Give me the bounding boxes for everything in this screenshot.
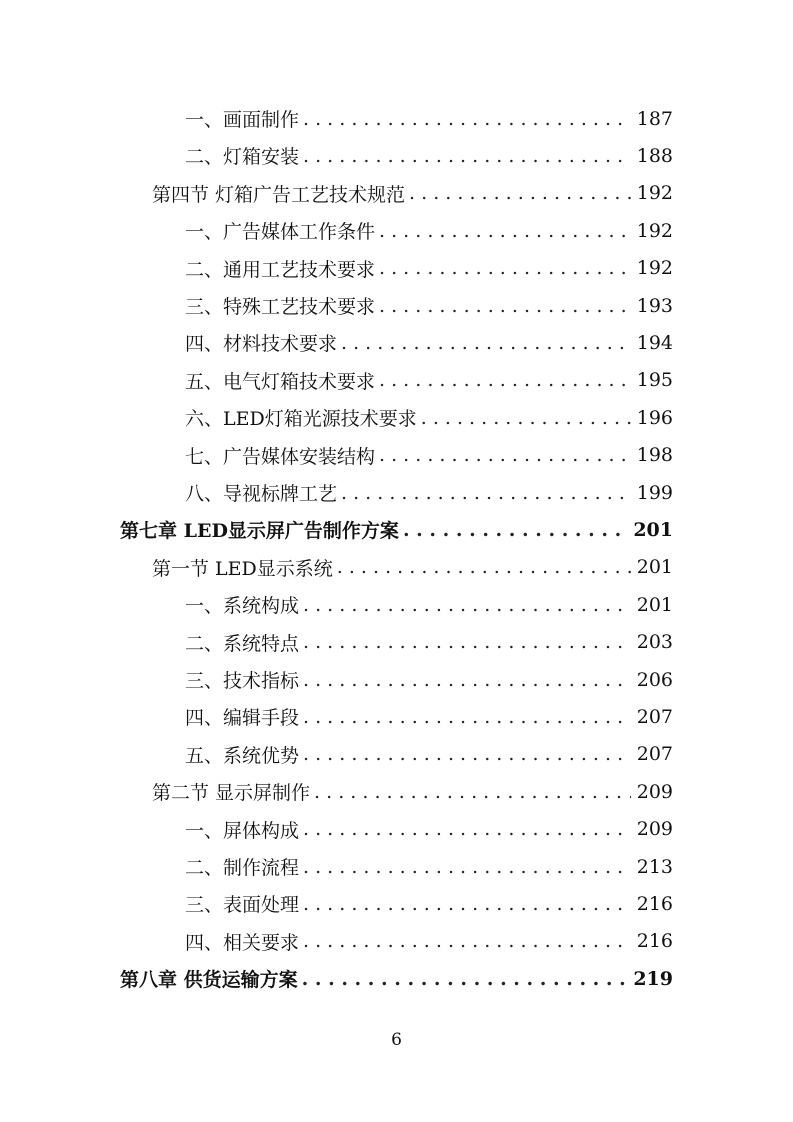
toc-entry-page: 192 bbox=[636, 182, 673, 205]
toc-entry-label: 一、系统构成 bbox=[185, 595, 300, 618]
toc-entry-page: 187 bbox=[636, 107, 673, 130]
toc-entry[interactable] bbox=[185, 100, 673, 137]
toc-entry-label: 二、通用工艺技术要求 bbox=[185, 258, 376, 281]
toc-entry[interactable] bbox=[185, 698, 673, 735]
toc-entry-label: 第七章 LED显示屏广告制作方案 bbox=[120, 520, 399, 543]
toc-entry-page: 192 bbox=[636, 257, 673, 280]
toc-leader-dots bbox=[303, 594, 631, 616]
toc-leader-dots bbox=[403, 519, 627, 541]
toc-entry-page: 188 bbox=[636, 144, 673, 167]
toc-leader-dots bbox=[303, 706, 631, 728]
toc-entry[interactable] bbox=[152, 549, 673, 586]
toc-entry[interactable] bbox=[185, 848, 673, 885]
toc-entry-page: 195 bbox=[636, 369, 673, 392]
toc-entry-label: 一、屏体构成 bbox=[185, 819, 300, 842]
toc-entry-page: 216 bbox=[636, 892, 673, 915]
toc-leader-dots bbox=[379, 295, 631, 317]
toc-entry[interactable] bbox=[185, 250, 673, 287]
toc-entry[interactable] bbox=[185, 324, 673, 361]
toc-entry-page: 198 bbox=[636, 444, 673, 467]
toc-entry-page: 216 bbox=[636, 930, 673, 953]
toc-entry-label: 二、灯箱安装 bbox=[185, 146, 300, 169]
toc-entry-page: 196 bbox=[636, 406, 673, 429]
toc-entry-page: 201 bbox=[636, 593, 673, 616]
toc-entry[interactable] bbox=[185, 624, 673, 661]
toc-entry-label: 三、表面处理 bbox=[185, 894, 300, 917]
toc-entry-label: 四、编辑手段 bbox=[185, 707, 300, 730]
toc-entry[interactable] bbox=[185, 661, 673, 698]
toc-entry[interactable] bbox=[152, 773, 673, 810]
toc-entry-page: 213 bbox=[636, 855, 673, 878]
toc-entry[interactable] bbox=[185, 287, 673, 324]
toc-entry-label: 八、导视标牌工艺 bbox=[185, 483, 338, 505]
toc-entry-page: 201 bbox=[633, 518, 673, 541]
toc-leader-dots bbox=[303, 145, 631, 167]
toc-entry[interactable] bbox=[185, 811, 673, 848]
toc-entry-page: 201 bbox=[636, 556, 673, 579]
toc-entry-label: 七、广告媒体安装结构 bbox=[185, 445, 376, 468]
toc-leader-dots bbox=[303, 856, 631, 878]
toc-entry-label: 一、画面制作 bbox=[185, 109, 300, 131]
toc-entry-page: 199 bbox=[636, 481, 673, 504]
toc-entry[interactable] bbox=[185, 362, 673, 399]
toc-entry-label: 二、系统特点 bbox=[185, 632, 300, 655]
toc-leader-dots bbox=[341, 332, 631, 354]
toc-leader-dots bbox=[379, 257, 631, 279]
toc-entry-page: 207 bbox=[636, 705, 673, 728]
toc-leader-dots bbox=[303, 631, 631, 653]
toc-leader-dots bbox=[379, 220, 631, 242]
toc-entry[interactable] bbox=[185, 137, 673, 174]
toc-leader-dots bbox=[303, 669, 631, 691]
toc-entry-label: 第八章 供货运输方案 bbox=[120, 969, 298, 992]
toc-entry[interactable] bbox=[185, 399, 673, 436]
toc-entry-label: 第二节 显示屏制作 bbox=[152, 782, 311, 805]
toc-leader-dots bbox=[379, 444, 631, 466]
toc-entry[interactable] bbox=[120, 960, 673, 997]
toc-entry-page: 209 bbox=[636, 818, 673, 841]
toc-leader-dots bbox=[341, 482, 631, 504]
toc-entry-page: 207 bbox=[636, 743, 673, 766]
toc-entry-page: 219 bbox=[633, 967, 673, 990]
toc-leader-dots bbox=[302, 968, 628, 990]
toc-entry-label: 四、相关要求 bbox=[185, 931, 300, 954]
toc-entry[interactable] bbox=[185, 212, 673, 249]
toc-entry-label: 三、技术指标 bbox=[185, 670, 300, 692]
toc-leader-dots bbox=[409, 182, 631, 204]
toc-entry-label: 一、广告媒体工作条件 bbox=[185, 221, 376, 244]
toc-entry-label: 六、LED灯箱光源技术要求 bbox=[185, 408, 417, 431]
toc-leader-dots bbox=[303, 743, 631, 765]
toc-leader-dots bbox=[379, 369, 631, 391]
toc-entry[interactable] bbox=[185, 736, 673, 773]
toc-entry-label: 五、系统优势 bbox=[185, 744, 300, 767]
toc-leader-dots bbox=[314, 781, 631, 803]
toc-entry[interactable] bbox=[120, 511, 673, 548]
toc-entry[interactable] bbox=[152, 175, 673, 212]
toc-entry-page: 194 bbox=[636, 331, 673, 354]
toc-entry[interactable] bbox=[185, 885, 673, 922]
toc-entry-label: 三、特殊工艺技术要求 bbox=[185, 296, 376, 318]
toc-leader-dots bbox=[337, 556, 631, 578]
toc-entry[interactable] bbox=[185, 437, 673, 474]
toc-entry-page: 206 bbox=[636, 668, 673, 691]
toc-entry-page: 193 bbox=[636, 294, 673, 317]
toc-entry[interactable] bbox=[185, 923, 673, 960]
toc-entry[interactable] bbox=[185, 474, 673, 511]
toc-entry-label: 四、材料技术要求 bbox=[185, 333, 338, 356]
toc-entry[interactable] bbox=[185, 586, 673, 623]
toc-leader-dots bbox=[421, 407, 631, 429]
toc-leader-dots bbox=[303, 108, 631, 130]
page-number: 6 bbox=[391, 1030, 402, 1050]
toc-entry-page: 203 bbox=[636, 631, 673, 654]
toc-entry-label: 五、电气灯箱技术要求 bbox=[185, 370, 376, 393]
toc-leader-dots bbox=[303, 818, 631, 840]
toc-leader-dots bbox=[303, 930, 631, 952]
toc-entry-label: 第一节 LED显示系统 bbox=[152, 557, 333, 580]
toc-entry-page: 192 bbox=[636, 219, 673, 242]
toc-leader-dots bbox=[303, 893, 631, 915]
toc-entry-label: 二、制作流程 bbox=[185, 857, 300, 879]
toc-entry-page: 209 bbox=[636, 780, 673, 803]
toc-entry-label: 第四节 灯箱广告工艺技术规范 bbox=[152, 183, 406, 206]
